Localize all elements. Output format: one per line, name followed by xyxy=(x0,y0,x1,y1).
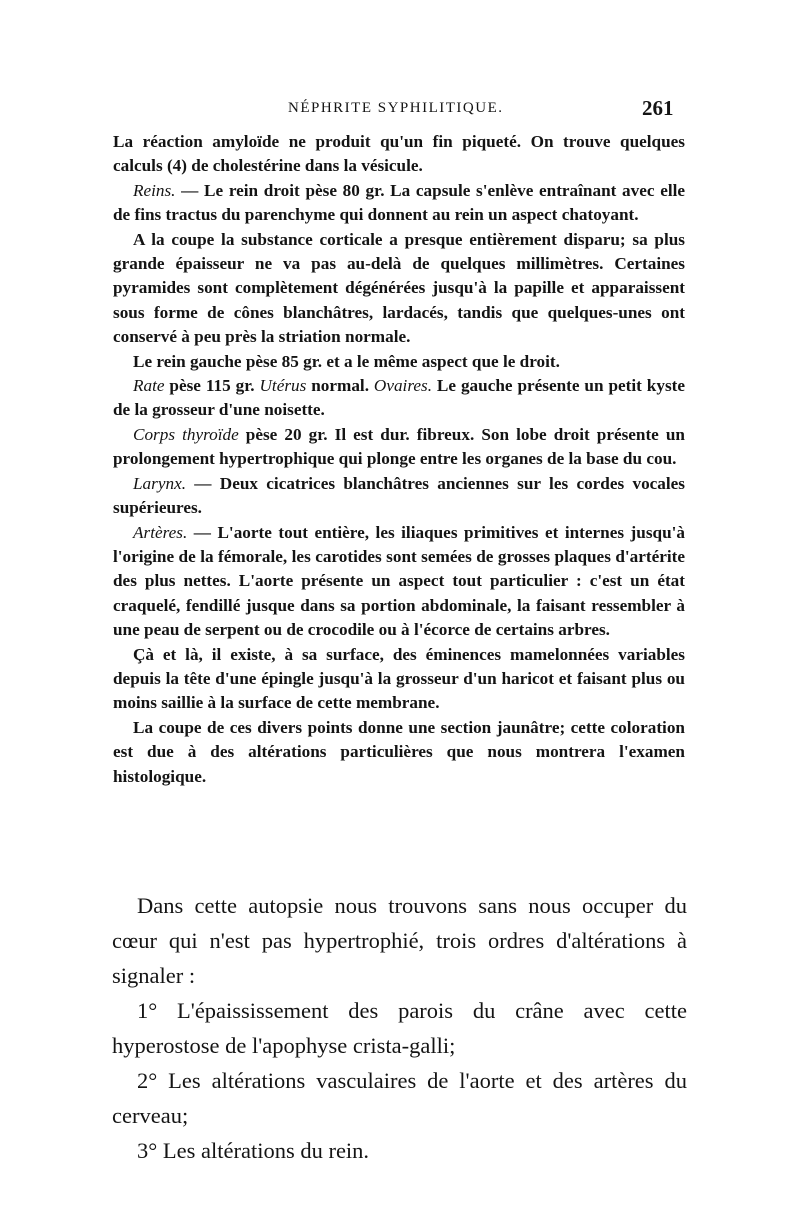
paragraph-spleen: Rate pèse 115 gr. Utérus normal. Ovaires. Le gauche présente un petit kyste de la grosseur d'une noisette. xyxy=(113,376,685,420)
paragraph-amyloid: La réaction amyloïde ne produit qu'un fin piqueté. On trouve quelques calculs (4) de cholestérine dans la vésicule. xyxy=(113,132,685,176)
item-number: 1° xyxy=(137,998,158,1023)
label-arteries: Artères. xyxy=(133,522,188,542)
label-uterus: Utérus xyxy=(259,376,307,396)
label-spleen: Rate xyxy=(133,376,165,396)
item-number: 3° xyxy=(137,1138,158,1163)
summary-item-3: 3° Les altérations du rein. xyxy=(137,1138,370,1163)
paragraph-section: La coupe de ces divers points donne une section jaunâtre; cette coloration est due à des altérations particulières que nous montrera l'examen histologique. xyxy=(113,717,685,786)
label-larynx: Larynx. xyxy=(133,473,186,493)
label-kidneys: Reins. xyxy=(133,180,176,200)
page-number: 261 xyxy=(642,96,674,120)
autopsy-findings xyxy=(113,130,685,789)
label-thyroid: Corps thyroïde xyxy=(133,424,239,444)
page-header xyxy=(0,96,800,126)
running-title: NÉPHRITE SYPHILITIQUE. xyxy=(288,100,504,116)
paragraph-left-kidney: Le rein gauche pèse 85 gr. et a le même aspect que le droit. xyxy=(133,351,560,371)
paragraph-larynx: Larynx. — Deux cicatrices blanchâtres anciennes sur les cordes vocales supérieures. xyxy=(113,473,685,518)
summary-item-2: 2° Les altérations vasculaires de l'aorte et des artères du cerveau; xyxy=(112,1068,687,1128)
summary-section xyxy=(112,888,687,1168)
paragraph-thyroid: Corps thyroïde pèse 20 gr. Il est dur. fibreux. Son lobe droit présente un prolongement hypertrophique qui plonge entre les organes de la base du cou. xyxy=(113,424,685,469)
paragraph-arteries: Artères. — L'aorte tout entière, les iliaques primitives et internes jusqu'à l'origine de la fémorale, les carotides sont semées de grosses plaques d'artérite des plus nettes. L'aorte présente un aspect tout particulier : c'est un état craquelé, fendillé jusque dans sa portion abdominale, la faisant ressembler à une peau de serpent ou de crocodile ou à l'écorce de certains arbres. xyxy=(113,522,685,640)
summary-intro: Dans cette autopsie nous trouvons sans nous occuper du cœur qui n'est pas hypertrophié, trois ordres d'altérations à signaler : xyxy=(112,893,687,988)
paragraph-cortex: A la coupe la substance corticale a presque entièrement disparu; sa plus grande épaisseur ne va pas au-delà de quelques millimètres. Certaines pyramides sont complètement dégénérées jusqu'à la papille et apparaissent sous forme de cônes blanchâtres, lardacés, tandis que quelques-unes ont conservé à peu près la striation normale. xyxy=(113,229,685,347)
paragraph-kidneys: Reins. — Le rein droit pèse 80 gr. La capsule s'enlève entraînant avec elle de fins tractus du parenchyme qui donnent au rein un aspect chatoyant. xyxy=(113,180,685,225)
paragraph-eminences: Çà et là, il existe, à sa surface, des éminences mamelonnées variables depuis la tête d'une épingle jusqu'à la grosseur d'un haricot et faisant plus ou moins saillie à la surface de cette membrane. xyxy=(113,644,685,713)
summary-item-1: 1° L'épaississement des parois du crâne avec cette hyperostose de l'apophyse crista-galli; xyxy=(112,998,687,1058)
label-ovaries: Ovaires. xyxy=(373,376,432,396)
item-number: 2° xyxy=(137,1068,158,1093)
